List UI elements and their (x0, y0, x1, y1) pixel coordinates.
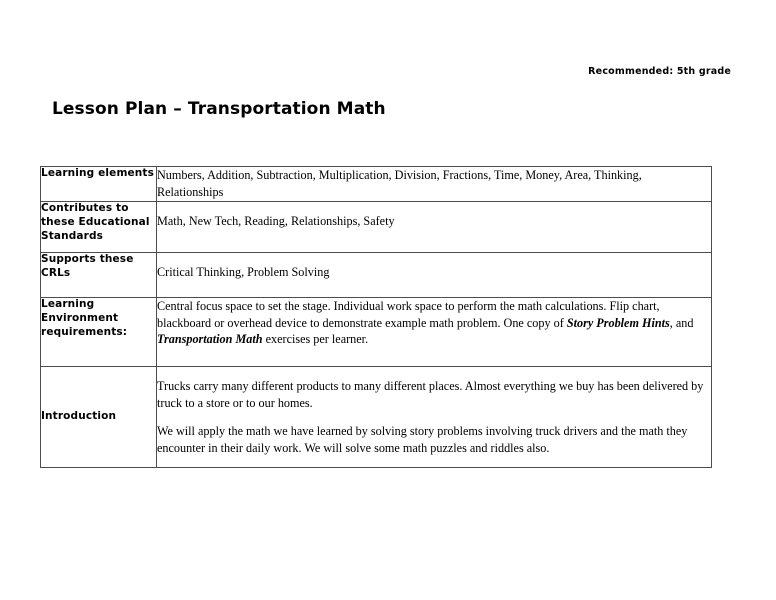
table-row (41, 367, 712, 468)
table-row (41, 167, 712, 202)
row-label-introduction: Introduction (41, 367, 157, 468)
table-row (41, 298, 712, 367)
row-label-educational-standards: Contributes to these Educational Standards (41, 202, 157, 253)
row-label-learning-elements: Learning elements (41, 167, 157, 202)
table-row (41, 202, 712, 253)
text-segment: Central focus space to set the stage. Individual work space to perform the math calculations. Flip chart, blackboard or overhead device to demonstrate example math problem. One copy of (157, 299, 660, 330)
row-content-introduction (157, 367, 712, 468)
introduction-paragraph-1: Trucks carry many different products to many different places. Almost everything we buy has been delivered by truck to a store or to our homes. (157, 379, 704, 410)
row-content-crls: Critical Thinking, Problem Solving (157, 253, 712, 298)
text-segment: exercises per learner. (262, 332, 369, 347)
lesson-plan-table (40, 166, 712, 468)
emphasis-transportation-math: Transportation Math (157, 332, 263, 347)
introduction-paragraph-2: We will apply the math we have learned by solving story problems involving truck drivers and the math they encounter in their daily work. We will solve some math puzzles and riddles also. (157, 424, 688, 455)
learning-environment-paragraph (157, 298, 711, 348)
recommended-grade-note: Recommended: 5th grade (588, 66, 731, 77)
page-title: Lesson Plan – Transportation Math (52, 99, 386, 119)
row-label-crls: Supports these CRLs (41, 253, 157, 298)
text-segment: , and (669, 315, 694, 330)
row-label-learning-environment: Learning Environment requirements: (41, 298, 157, 367)
table-row (41, 253, 712, 298)
row-content-learning-environment (157, 298, 712, 367)
emphasis-story-problem-hints: Story Problem Hints (566, 315, 670, 330)
row-content-educational-standards: Math, New Tech, Reading, Relationships, Safety (157, 202, 712, 253)
row-content-learning-elements: Numbers, Addition, Subtraction, Multiplication, Division, Fractions, Time, Money, Area, Thinking, Relationships (157, 167, 712, 202)
